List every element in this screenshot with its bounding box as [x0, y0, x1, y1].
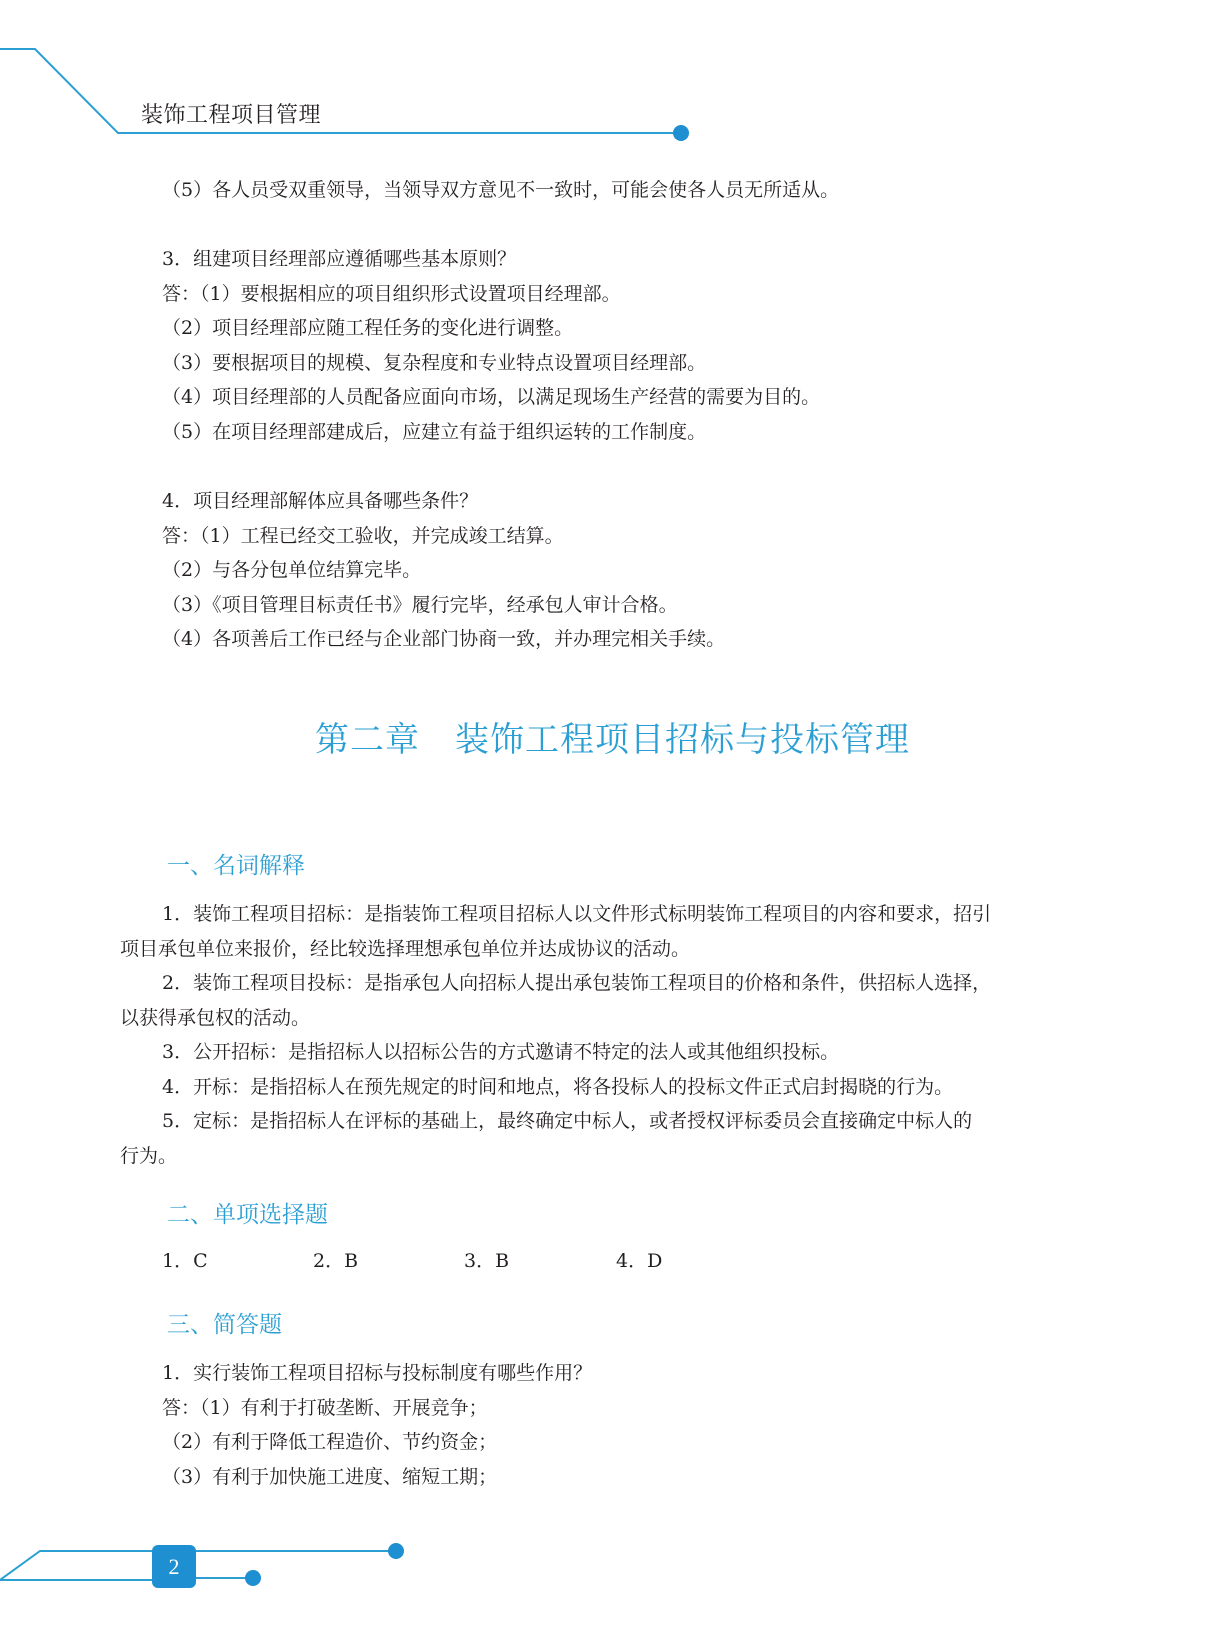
- header-decoration: [0, 0, 1225, 160]
- header-title: 装饰工程项目管理: [141, 103, 322, 128]
- q3-question: 3．组建项目经理部应遵循哪些基本原则？: [162, 248, 517, 270]
- short-answer-line: （2）有利于降低工程造价、节约资金；: [162, 1431, 498, 1453]
- term-line: 3．公开招标：是指招标人以招标公告的方式邀请不特定的法人或其他组织投标。: [162, 1041, 840, 1063]
- section-heading-choice: 二、单项选择题: [167, 1202, 328, 1228]
- short-answer-line: （3）有利于加快施工进度、缩短工期；: [162, 1466, 498, 1488]
- chapter-title: 第二章 装饰工程项目招标与投标管理: [315, 720, 910, 760]
- q4-answer-line: 答：（1）工程已经交工验收，并完成竣工结算。: [162, 525, 564, 547]
- q4-answer-line: （3）《项目管理目标责任书》履行完毕，经承包人审计合格。: [162, 594, 678, 616]
- header-dot-icon: [673, 125, 689, 141]
- choice-answer: 1．C: [162, 1250, 208, 1272]
- term-line: 5．定标：是指招标人在评标的基础上，最终确定中标人，或者授权评标委员会直接确定中标人的: [162, 1110, 973, 1132]
- footer-dot-icon: [388, 1543, 404, 1559]
- short-answer-question: 1．实行装饰工程项目招标与投标制度有哪些作用？: [162, 1362, 593, 1384]
- page-number: 2: [152, 1545, 196, 1588]
- q3-answer-line: 答：（1）要根据相应的项目组织形式设置项目经理部。: [162, 283, 621, 305]
- q3-answer-line: （2）项目经理部应随工程任务的变化进行调整。: [162, 317, 574, 339]
- choice-answer: 3．B: [464, 1250, 510, 1272]
- q3-answer-line: （5）在项目经理部建成后，应建立有益于组织运转的工作制度。: [162, 421, 707, 443]
- short-answer-line: 答：（1）有利于打破垄断、开展竞争；: [162, 1397, 488, 1419]
- q3-answer-line: （4）项目经理部的人员配备应面向市场，以满足现场生产经营的需要为目的。: [162, 386, 821, 408]
- term-line: 项目承包单位来报价，经比较选择理想承包单位并达成协议的活动。: [120, 938, 691, 960]
- term-line: 1．装饰工程项目招标：是指装饰工程项目招标人以文件形式标明装饰工程项目的内容和要求，招引: [162, 903, 992, 925]
- footer-dot-icon: [245, 1570, 261, 1586]
- q3-answer-line: （3）要根据项目的规模、复杂程度和专业特点设置项目经理部。: [162, 352, 707, 374]
- q4-answer-line: （2）与各分包单位结算完毕。: [162, 559, 422, 581]
- section-heading-terms: 一、名词解释: [167, 853, 305, 879]
- term-line: 2．装饰工程项目投标：是指承包人向招标人提出承包装饰工程项目的价格和条件，供招标人选择，: [162, 972, 992, 994]
- term-line: 行为。: [120, 1145, 178, 1167]
- q4-answer-line: （4）各项善后工作已经与企业部门协商一致，并办理完相关手续。: [162, 628, 726, 650]
- choice-answer: 2．B: [313, 1250, 359, 1272]
- q4-question: 4．项目经理部解体应具备哪些条件？: [162, 490, 479, 512]
- term-line: 4．开标：是指招标人在预先规定的时间和地点，将各投标人的投标文件正式启封揭晓的行为。: [162, 1076, 954, 1098]
- section-heading-short-answer: 三、简答题: [167, 1312, 282, 1338]
- term-line: 以获得承包权的活动。: [120, 1007, 311, 1029]
- q2-tail-line: （5）各人员受双重领导，当领导双方意见不一致时，可能会使各人员无所适从。: [162, 179, 840, 201]
- choice-answer: 4．D: [616, 1250, 663, 1272]
